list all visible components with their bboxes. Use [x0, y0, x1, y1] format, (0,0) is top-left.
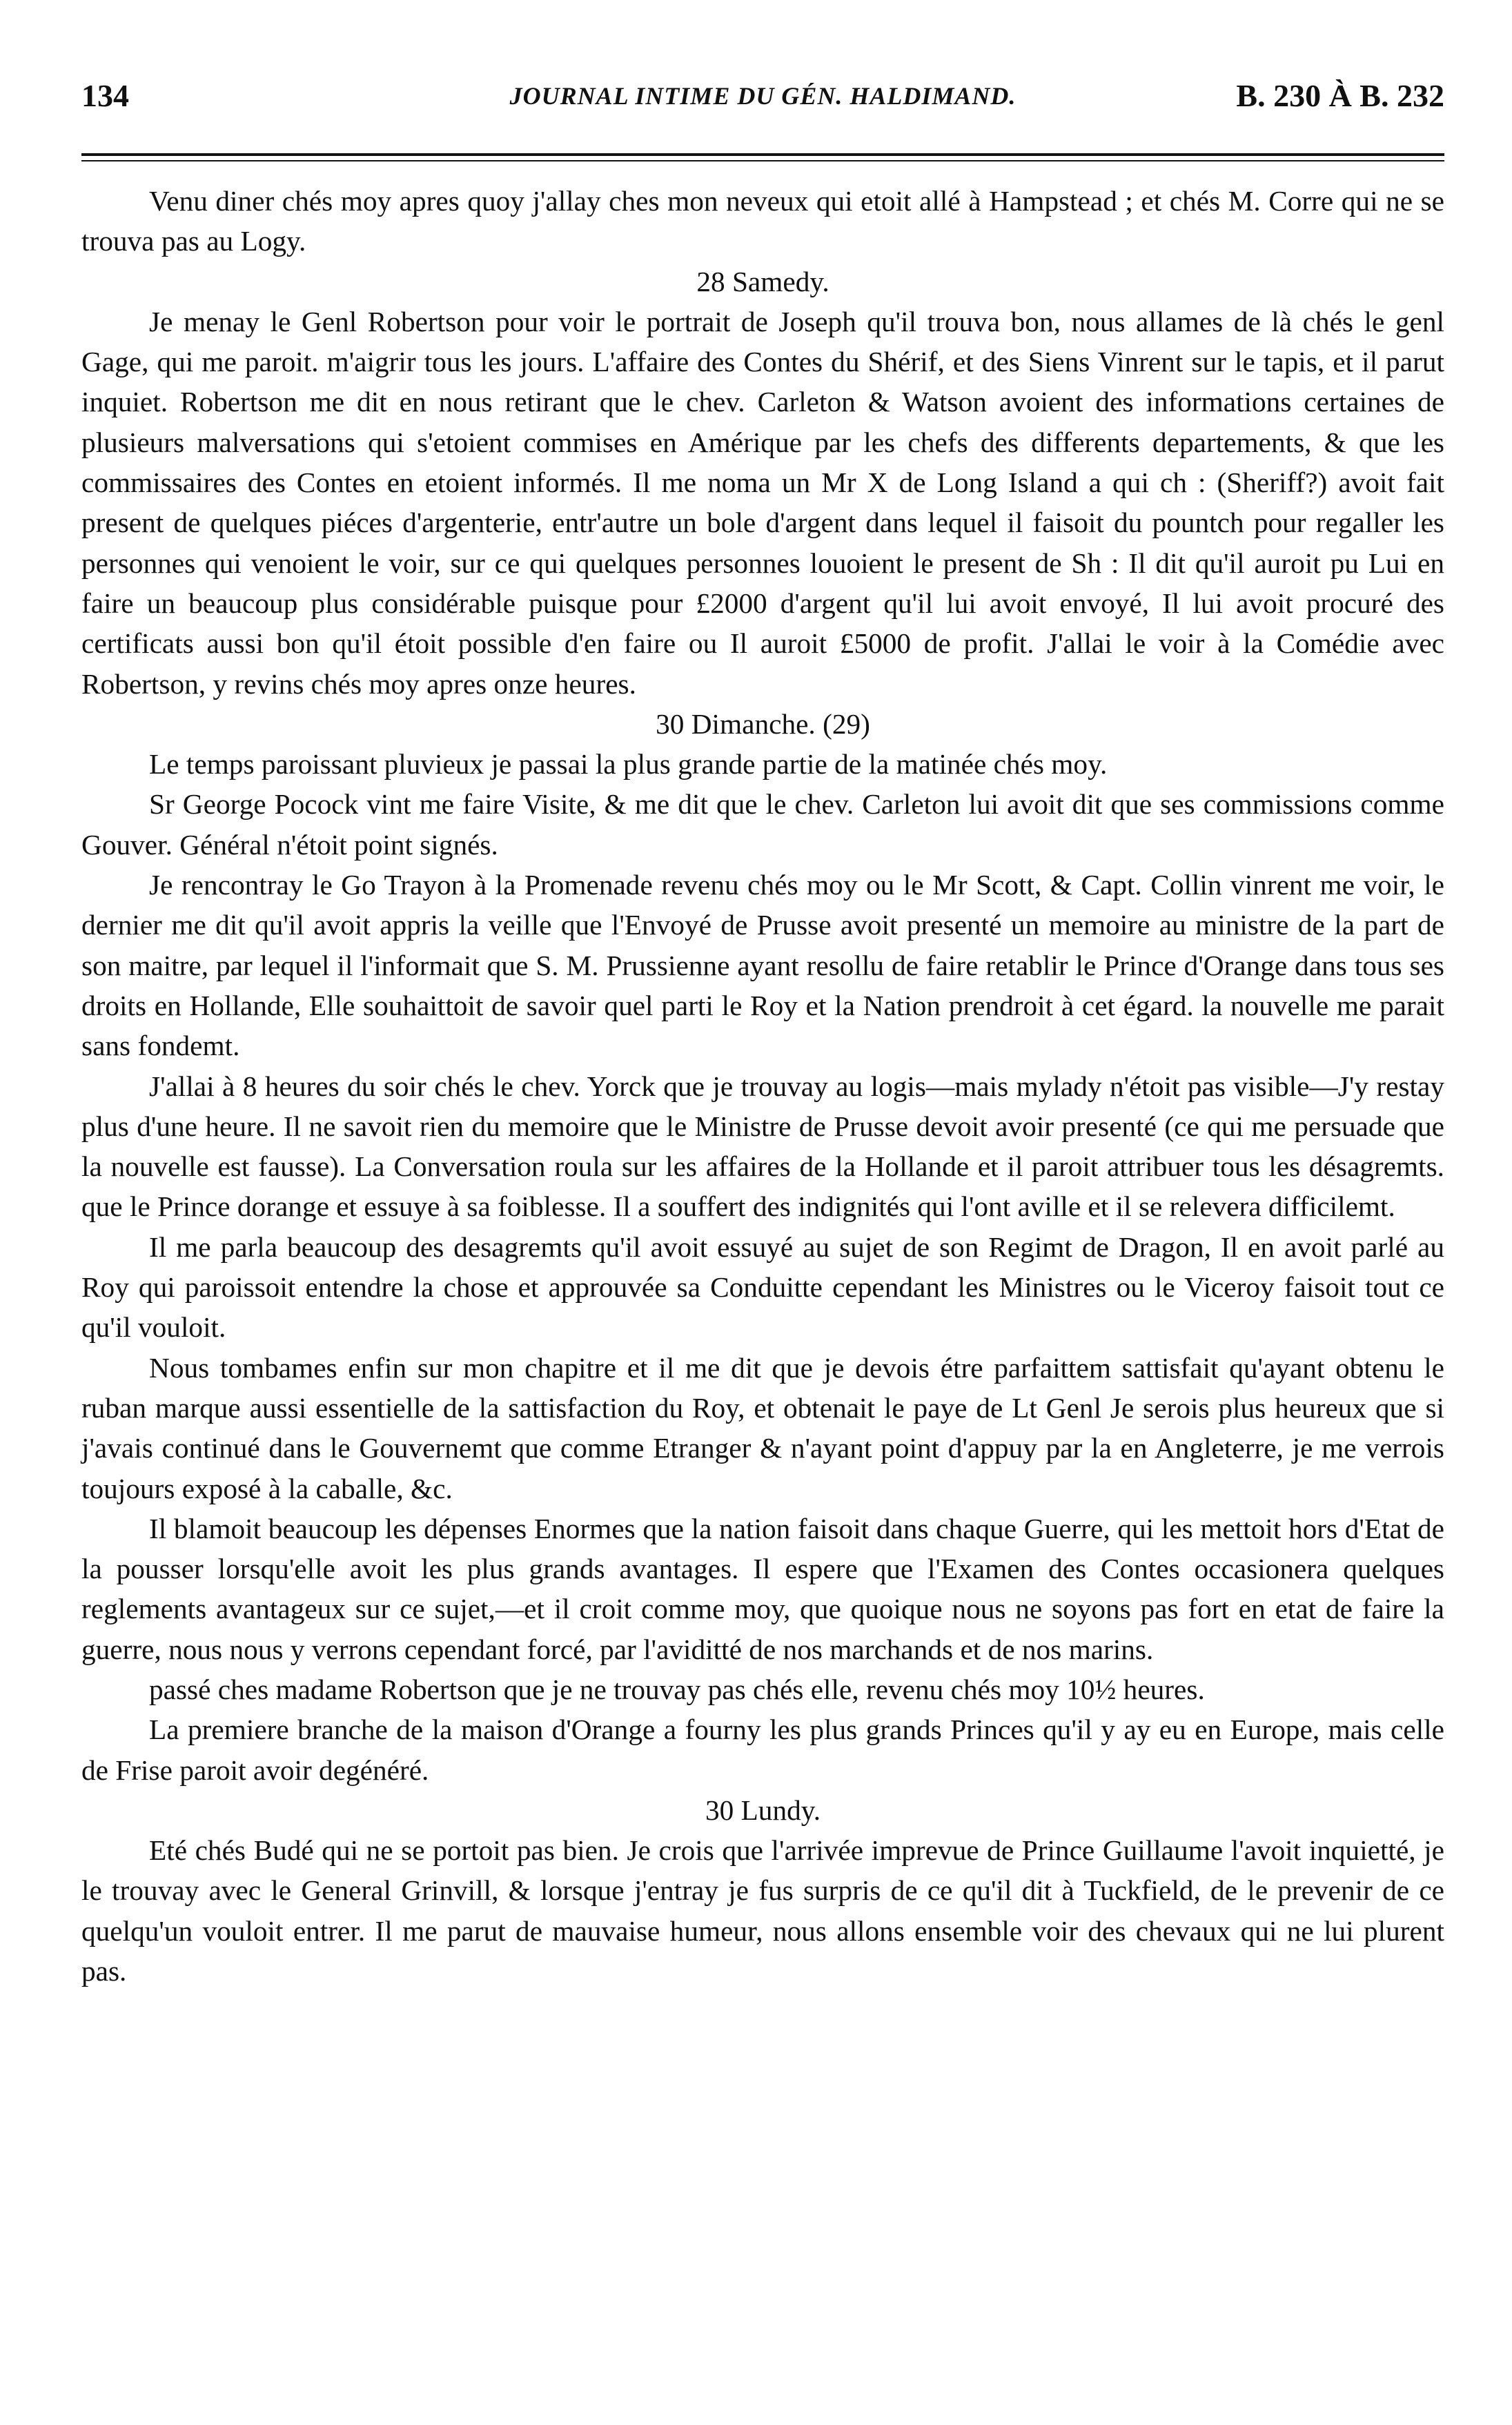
journal-paragraph: Le temps paroissant pluvieux je passai la plus grande partie de la matinée chés moy.	[149, 748, 1108, 780]
journal-text	[81, 181, 1444, 1991]
header-rule-thick	[81, 153, 1444, 156]
journal-paragraph: Il blamoit beaucoup les dépenses Enormes que la nation faisoit dans chaque Guerre, qui les mettoit hors d'Etat de la pousser lorsqu'elle avoit les plus grands avantages. Il espere que l'Examen des Contes occasionera quelques reglements avantageux sur ce sujet,—et il croit comme moy, que quoique nous ne soyons pas fort en etat de faire la guerre, nous nous y verrons cependant forcé, par l'aviditté de nos marchands et de nos marins.	[81, 1512, 1444, 1665]
journal-paragraph: La premiere branche de la maison d'Orange a fourny les plus grands Princes qu'il y ay eu en Europe, mais celle de Frise paroit avoir degénéré.	[81, 1714, 1444, 1786]
journal-paragraph: Eté chés Budé qui ne se portoit pas bien. Je crois que l'arrivée imprevue de Prince Guillaume l'avoit inquietté, je le trouvay avec le General Grinvill, & lorsque j'entray je fus surpris de ce qu'il dit à Tuckfield, de le prevenir de ce quelqu'un vouloit entrer. Il me parut de mauvaise humeur, nous allons ensemble voir des chevaux qui ne lui plurent pas.	[81, 1834, 1444, 1987]
date-heading: 30 Lundy.	[705, 1794, 821, 1826]
journal-paragraph: Je rencontray le Go Trayon à la Promenade revenu chés moy ou le Mr Scott, & Capt. Collin vinrent me voir, le dernier me dit qu'il avoit appris la veille que l'Envoyé de Prusse avoit presenté un memoire au ministre de la part de son maitre, par lequel il l'informait que S. M. Prussienne ayant resollu de faire retablir le Prince d'Orange dans tous ses droits en Hollande, Elle souhaittoit de savoir quel parti le Roy et la Nation prendroit à cet égard. la nouvelle me parait sans fondemt.	[81, 869, 1444, 1062]
journal-paragraph: Je menay le Genl Robertson pour voir le portrait de Joseph qu'il trouva bon, nous allames de là chés le genl Gage, qui me paroit. m'aigrir tous les jours. L'affaire des Contes du Shérif, et des Siens Vinrent sur le tapis, et il parut inquiet. Robertson me dit en nous retirant que le chev. Carleton & Watson avoient des informations certaines de plusieurs malversations qui s'etoient commises en Amérique par les chefs des differents departements, & que les commissaires des Contes en etoient informés. Il me noma un Mr X de Long Island a qui ch : (Sheriff?) avoit fait present de quelques piéces d'argenterie, entr'autre un bole d'argent dans lequel il faisoit du pountch pour regaller les personnes qui venoient le voir, sur ce qui quelques personnes louoient le present de Sh : Il dit qu'il auroit pu Lui en faire un beaucoup plus considérable puisque pour £2000 d'argent qu'il lui avoit envoyé, Il lui avoit procuré des certificats aussi bon qu'il étoit possible d'en faire ou Il auroit £5000 de profit. J'allai le voir à la Comédie avec Robertson, y revins chés moy apres onze heures.	[81, 305, 1444, 700]
journal-paragraph: Nous tombames enfin sur mon chapitre et il me dit que je devois étre parfaittem sattisfait qu'ayant obtenu le ruban marque aussi essentielle de la sattisfaction du Roy, et obtenait le paye de Lt Genl Je serois plus heureux que si j'avais continué dans le Gouvernemt que comme Etranger & n'ayant point d'appuy par la en Angleterre, je me verrois toujours exposé à la caballe, &c.	[81, 1351, 1444, 1504]
running-title: JOURNAL INTIME DU GÉN. HALDIMAND.	[509, 82, 1017, 110]
journal-paragraph: Venu diner chés moy apres quoy j'allay ches mon neveux qui etoit allé à Hampstead ; et chés M. Corre qui ne se trouva pas au Logy.	[81, 185, 1444, 257]
volume-range: B. 230 À B. 232	[1236, 78, 1444, 113]
journal-paragraph: J'allai à 8 heures du soir chés le chev. Yorck que je trouvay au logis—mais mylady n'étoit pas visible—J'y restay plus d'une heure. Il ne savoit rien du memoire que le Ministre de Prusse devoit avoir presenté (ce qui me persuade que la nouvelle est fausse). La Conversation roula sur les affaires de la Hollande et il paroit attribuer tous les désagremts. que le Prince dorange et essuye à sa foiblesse. Il a souffert des indignités qui l'ont aville et il se relevera difficilemt.	[81, 1070, 1444, 1223]
date-heading: 28 Samedy.	[696, 265, 829, 297]
header-rule-thin	[81, 160, 1444, 161]
journal-paragraph: Sr George Pocock vint me faire Visite, & me dit que le chev. Carleton lui avoit dit que ses commissions comme Gouver. Général n'étoit point signés.	[81, 788, 1444, 861]
journal-paragraph: Il me parla beaucoup des desagremts qu'il avoit essuyé au sujet de son Regimt de Dragon, Il en avoit parlé au Roy qui paroissoit entendre la chose et approuvée sa Conduitte cependant les Ministres ou le Viceroy faisoit tout ce qu'il vouloit.	[81, 1230, 1444, 1344]
journal-paragraph: passé ches madame Robertson que je ne trouvay pas chés elle, revenu chés moy 10½ heures.	[149, 1673, 1205, 1705]
date-heading: 30 Dimanche. (29)	[656, 707, 870, 740]
running-header	[81, 77, 1444, 119]
page-number: 134	[81, 78, 129, 113]
